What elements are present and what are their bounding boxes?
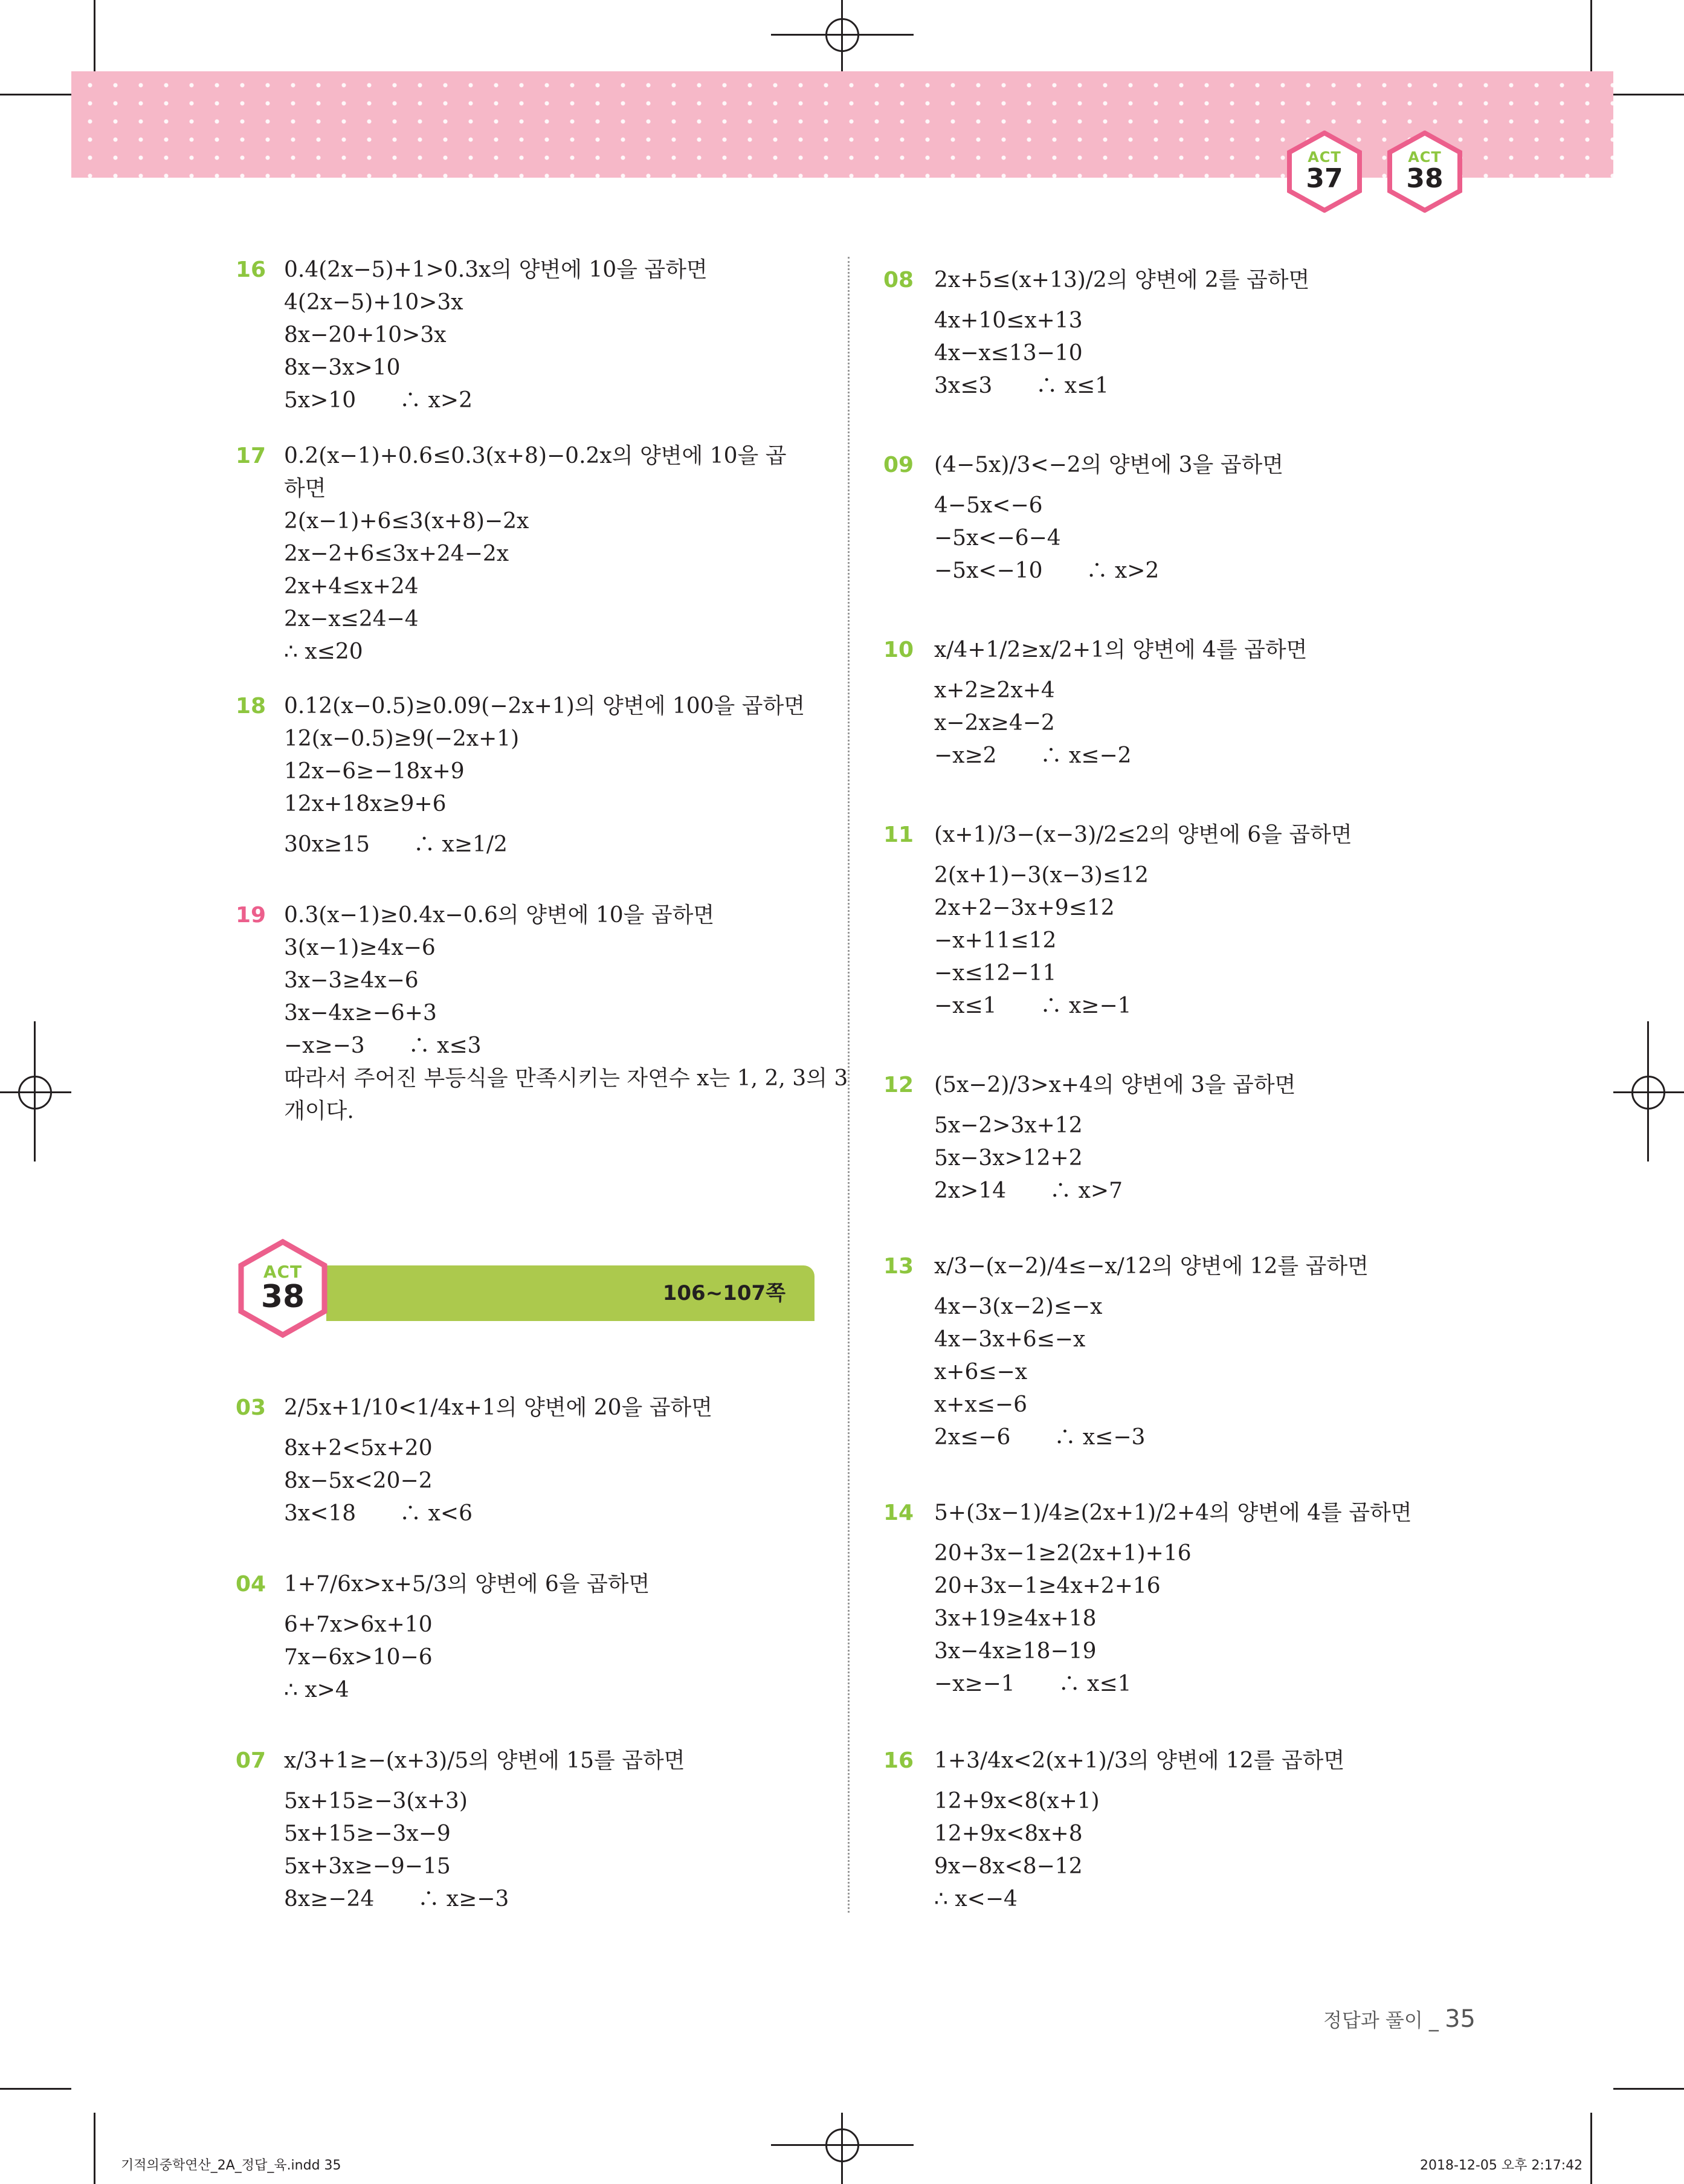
solution-line: x/3−(x−2)/4≤−x/12의 양변에 12를 곱하면 xyxy=(934,1254,1369,1279)
solution-line: 12+9x<8(x+1) xyxy=(934,1789,1100,1814)
solution-line: 5x−2>3x+12 xyxy=(934,1113,1083,1138)
registration-mark xyxy=(825,2128,859,2162)
solution-line: 2x−x≤24−4 xyxy=(284,607,419,632)
solution-line: −x≤1 ∴ x≥−1 xyxy=(934,993,1132,1018)
problem-number: 13 xyxy=(883,1254,914,1279)
solution-line: 1+7/6x>x+5/3의 양변에 6을 곱하면 xyxy=(284,1572,650,1597)
solution-line: 2x>14 ∴ x>7 xyxy=(934,1178,1123,1203)
solution-line: 4−5x<−6 xyxy=(934,493,1043,518)
registration-mark xyxy=(1631,1076,1665,1110)
solution-line: 12(x−0.5)≥9(−2x+1) xyxy=(284,726,520,751)
act-badge-37 xyxy=(1287,131,1362,213)
solution-line: 0.2(x−1)+0.6≤0.3(x+8)−0.2x의 양변에 10을 곱 xyxy=(284,444,787,468)
solution-line: 3x+19≥4x+18 xyxy=(934,1606,1097,1631)
page-number: 35 xyxy=(1445,2005,1476,2033)
crop-mark xyxy=(1613,94,1684,95)
badge-act-label: ACT xyxy=(263,1262,303,1282)
solution-line: 4x−x≤13−10 xyxy=(934,341,1083,366)
solution-line: −5x<−10 ∴ x>2 xyxy=(934,558,1160,583)
problem-number: 10 xyxy=(883,638,914,662)
solution-line: 8x−5x<20−2 xyxy=(284,1468,433,1493)
solution-line: 5+(3x−1)/4≥(2x+1)/2+4의 양변에 4를 곱하면 xyxy=(934,1501,1412,1525)
solution-line: 3(x−1)≥4x−6 xyxy=(284,935,436,960)
badge-number: 38 xyxy=(1406,163,1444,194)
problem-number: 17 xyxy=(236,444,266,468)
solution-line: 2x+2−3x+9≤12 xyxy=(934,896,1115,920)
solution-line: 따라서 주어진 부등식을 만족시키는 자연수 x는 1, 2, 3의 3 xyxy=(284,1066,848,1091)
section-act-badge xyxy=(238,1239,327,1338)
problem-number: 09 xyxy=(883,453,914,477)
crop-mark xyxy=(1590,2113,1592,2184)
solution-line: 5x−3x>12+2 xyxy=(934,1146,1083,1171)
solution-line: 4x−3x+6≤−x xyxy=(934,1327,1086,1352)
solution-line: 3x≤3 ∴ x≤1 xyxy=(934,373,1109,398)
solution-line: 2/5x+1/10<1/4x+1의 양변에 20을 곱하면 xyxy=(284,1395,713,1420)
solution-line: x/4+1/2≥x/2+1의 양변에 4를 곱하면 xyxy=(934,638,1308,662)
solution-line: 4(2x−5)+10>3x xyxy=(284,290,463,315)
problem-number: 18 xyxy=(236,694,266,719)
solution-line: −x≥−1 ∴ x≤1 xyxy=(934,1672,1132,1696)
solution-line: 하면 xyxy=(284,476,326,501)
registration-mark xyxy=(18,1076,52,1110)
crop-mark xyxy=(1590,0,1592,71)
crop-mark xyxy=(94,2113,95,2184)
solution-line: 0.4(2x−5)+1>0.3x의 양변에 10을 곱하면 xyxy=(284,257,708,282)
solution-line: 2(x+1)−3(x−3)≤12 xyxy=(934,863,1149,888)
problem-number: 12 xyxy=(883,1073,914,1097)
solution-line: −x+11≤12 xyxy=(934,928,1057,953)
solution-line: 9x−8x<8−12 xyxy=(934,1854,1083,1879)
solution-line: 5x+3x≥−9−15 xyxy=(284,1854,451,1879)
solution-line: 7x−6x>10−6 xyxy=(284,1645,433,1670)
problem-number: 04 xyxy=(236,1572,266,1597)
badge-number: 38 xyxy=(260,1279,305,1315)
solution-line: 30x≥15 ∴ x≥1/2 xyxy=(284,832,508,857)
solution-line: 8x≥−24 ∴ x≥−3 xyxy=(284,1887,509,1911)
problem-number: 16 xyxy=(883,1748,914,1773)
solution-line: 6+7x>6x+10 xyxy=(284,1612,433,1637)
solution-line: x+2≥2x+4 xyxy=(934,678,1055,703)
solution-line: 8x−3x>10 xyxy=(284,355,401,380)
act-badge-38 xyxy=(1387,131,1462,213)
problem-number: 07 xyxy=(236,1748,266,1773)
crop-mark xyxy=(0,2088,71,2090)
column-divider xyxy=(848,257,850,1913)
badge-act-label: ACT xyxy=(1308,149,1341,166)
solution-line: 8x+2<5x+20 xyxy=(284,1436,433,1461)
print-slug-timestamp: 2018-12-05 오후 2:17:42 xyxy=(1420,2158,1583,2173)
solution-line: 5x+15≥−3(x+3) xyxy=(284,1789,468,1814)
solution-line: 1+3/4x<2(x+1)/3의 양변에 12를 곱하면 xyxy=(934,1748,1345,1773)
solution-line: 2x+4≤x+24 xyxy=(284,574,419,599)
solution-line: 3x<18 ∴ x<6 xyxy=(284,1501,473,1526)
solution-line: 3x−4x≥18−19 xyxy=(934,1639,1097,1664)
solution-line: x−2x≥4−2 xyxy=(934,711,1055,735)
solution-line: x+6≤−x xyxy=(934,1360,1028,1384)
solution-line: ∴ x>4 xyxy=(284,1678,349,1702)
footer-label: 정답과 풀이 _ xyxy=(1323,2009,1445,2032)
solution-line: 2x−2+6≤3x+24−2x xyxy=(284,541,509,566)
problem-number: 19 xyxy=(236,903,266,928)
solution-line: 2x+5≤(x+13)/2의 양변에 2를 곱하면 xyxy=(934,268,1310,292)
print-slug-file: 기적의중학연산_2A_정답_육.indd 35 xyxy=(121,2158,341,2173)
page-footer xyxy=(1323,2005,1476,2033)
problem-number: 16 xyxy=(236,257,266,282)
badge-act-label: ACT xyxy=(1408,149,1442,166)
solution-line: 4x+10≤x+13 xyxy=(934,308,1083,333)
problem-number: 14 xyxy=(883,1501,914,1525)
solution-line: 20+3x−1≥4x+2+16 xyxy=(934,1574,1161,1598)
solution-line: ∴ x≤20 xyxy=(284,639,363,664)
crop-mark xyxy=(94,0,95,71)
section-pages: 106~107쪽 xyxy=(662,1281,786,1305)
solution-line: (4−5x)/3<−2의 양변에 3을 곱하면 xyxy=(934,453,1284,477)
solution-line: 5x>10 ∴ x>2 xyxy=(284,388,473,413)
solution-line: 12x+18x≥9+6 xyxy=(284,792,447,816)
solution-line: 12+9x<8x+8 xyxy=(934,1821,1083,1846)
solution-line: 20+3x−1≥2(2x+1)+16 xyxy=(934,1541,1192,1566)
solution-line: ∴ x<−4 xyxy=(934,1887,1018,1911)
problem-number: 08 xyxy=(883,268,914,292)
solution-line: 2x≤−6 ∴ x≤−3 xyxy=(934,1425,1146,1450)
solution-line: −x≥2 ∴ x≤−2 xyxy=(934,743,1132,768)
solution-line: 0.12(x−0.5)≥0.09(−2x+1)의 양변에 100을 곱하면 xyxy=(284,694,805,719)
solution-line: 2(x−1)+6≤3(x+8)−2x xyxy=(284,509,529,534)
solution-line: −x≥−3 ∴ x≤3 xyxy=(284,1033,482,1058)
solution-line: −x≤12−11 xyxy=(934,961,1057,986)
solution-line: (x+1)/3−(x−3)/2≤2의 양변에 6을 곱하면 xyxy=(934,822,1352,847)
solution-line: x+x≤−6 xyxy=(934,1392,1028,1417)
crop-mark xyxy=(0,94,71,95)
solution-line: 개이다. xyxy=(284,1099,354,1123)
solution-line: x/3+1≥−(x+3)/5의 양변에 15를 곱하면 xyxy=(284,1748,685,1773)
solution-line: 4x−3(x−2)≤−x xyxy=(934,1294,1103,1319)
solution-line: −5x<−6−4 xyxy=(934,526,1061,551)
problem-number: 11 xyxy=(883,822,914,847)
badge-number: 37 xyxy=(1306,163,1343,194)
solution-line: 3x−3≥4x−6 xyxy=(284,968,419,993)
section-header-bar xyxy=(326,1265,815,1321)
solution-line: 12x−6≥−18x+9 xyxy=(284,759,465,784)
solution-line: 0.3(x−1)≥0.4x−0.6의 양변에 10을 곱하면 xyxy=(284,903,715,928)
solution-line: 3x−4x≥−6+3 xyxy=(284,1001,437,1026)
solution-line: 8x−20+10>3x xyxy=(284,323,447,347)
solution-line: (5x−2)/3>x+4의 양변에 3을 곱하면 xyxy=(934,1073,1296,1097)
registration-mark xyxy=(825,18,859,52)
header-banner xyxy=(71,71,1613,178)
solution-line: 5x+15≥−3x−9 xyxy=(284,1821,451,1846)
problem-number: 03 xyxy=(236,1395,266,1420)
crop-mark xyxy=(1613,2088,1684,2090)
